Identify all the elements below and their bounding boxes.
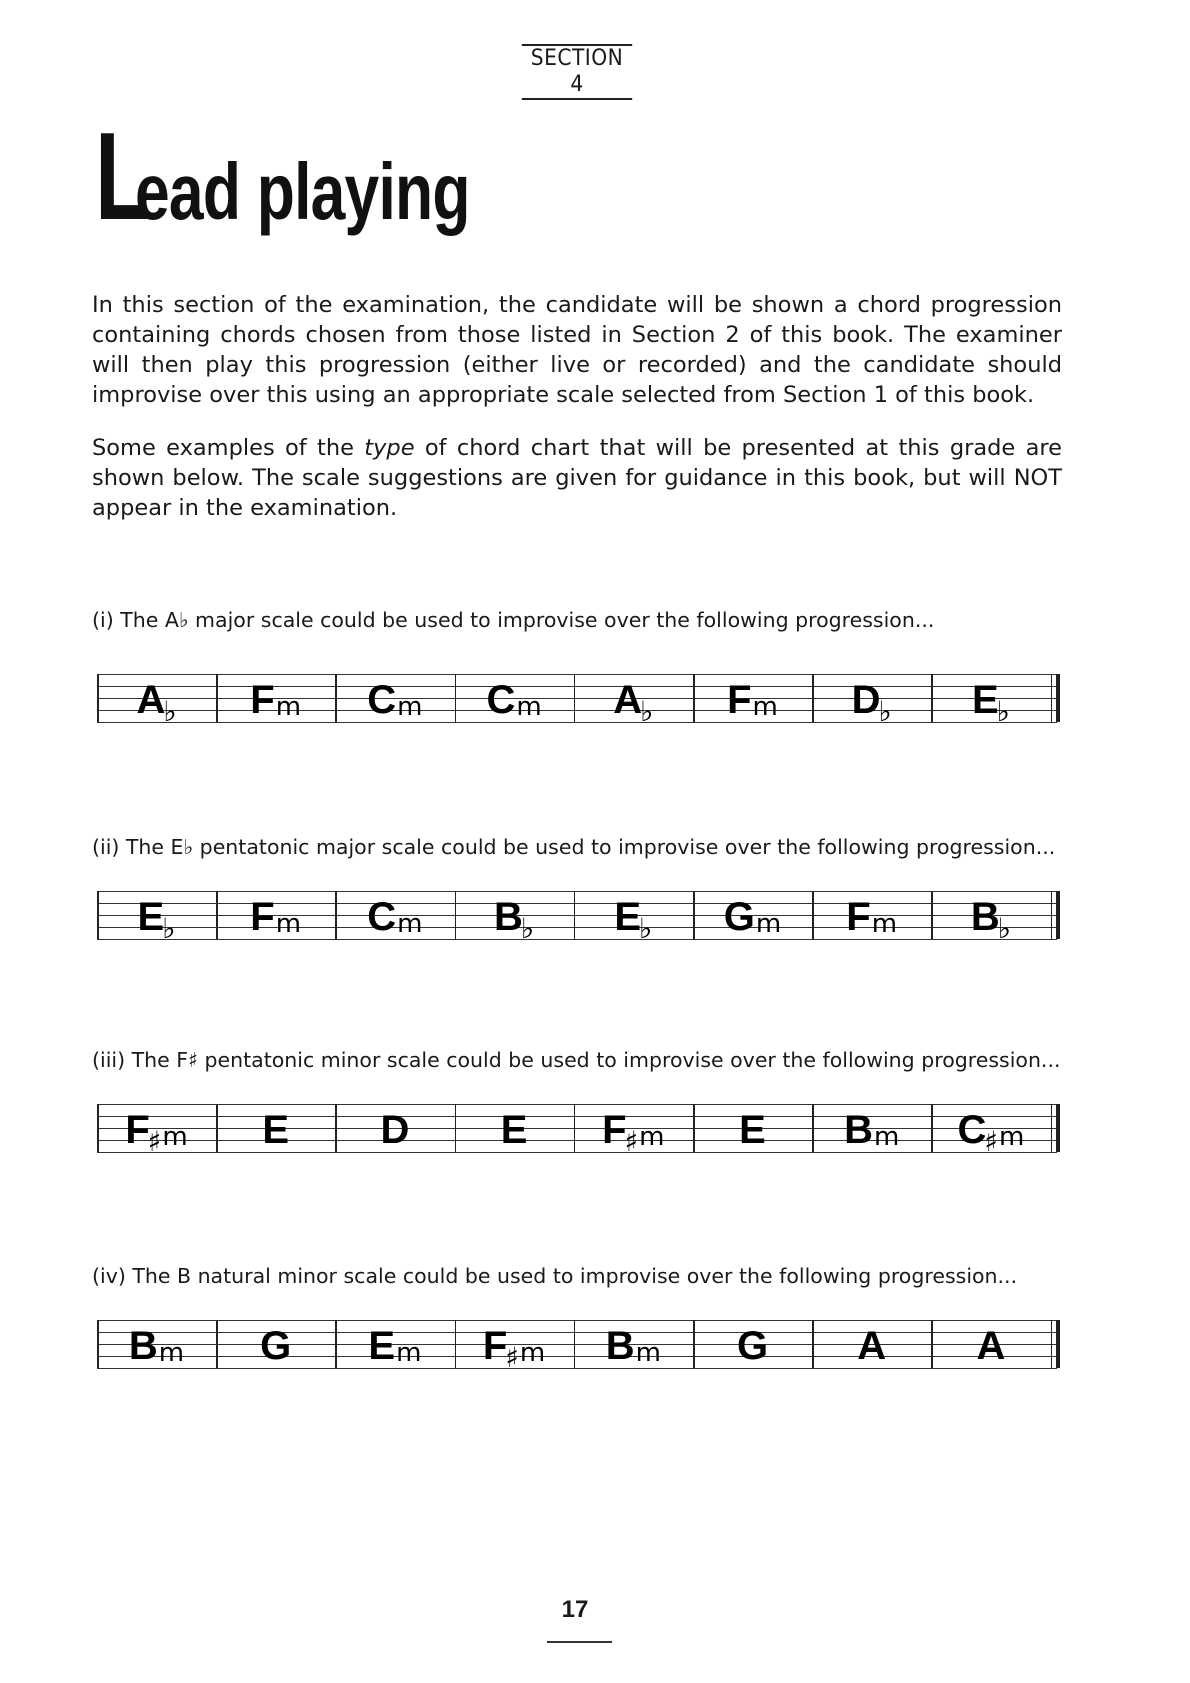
- chord-root: F: [125, 1108, 150, 1152]
- chord-root: G: [723, 895, 755, 939]
- page-number-rule: [547, 1641, 612, 1643]
- staff-line: [97, 939, 1057, 940]
- chord-root: C: [957, 1108, 987, 1152]
- chord-root: B: [494, 895, 523, 939]
- barline: [1051, 891, 1053, 939]
- chord-quality: m: [871, 909, 898, 939]
- chord-quality: m: [635, 1338, 661, 1368]
- chord-root: B: [605, 1324, 635, 1368]
- staff-line: [97, 1368, 1057, 1369]
- chord-root: B: [970, 895, 1000, 939]
- chord-symbol: [574, 891, 693, 945]
- chord-quality: m: [516, 692, 542, 722]
- chord-symbol: [693, 891, 812, 939]
- flat-accidental: ♭: [996, 695, 1010, 728]
- chord-root: E: [739, 1108, 766, 1152]
- chord-symbol: [931, 1320, 1050, 1368]
- progression-3-caption: (iii) The F♯ pentatonic minor scale could be used to improvise over the following progression...: [92, 1048, 1061, 1072]
- chord-root: B: [128, 1324, 158, 1368]
- progression-4-caption: (iv) The B natural minor scale could be used to improvise over the following progression...: [92, 1264, 1018, 1288]
- chord-symbol: [931, 1104, 1050, 1158]
- flat-accidental: ♭: [639, 912, 653, 945]
- final-barline: [1056, 674, 1060, 722]
- flat-accidental: ♭: [997, 912, 1011, 945]
- chord-quality: m: [397, 909, 423, 939]
- chord-quality: m: [755, 909, 782, 939]
- chord-root: E: [368, 1324, 396, 1368]
- chord-root: F: [250, 678, 275, 722]
- sharp-accidental: ♯: [505, 1341, 519, 1374]
- flat-accidental: ♭: [162, 912, 176, 945]
- chord-symbol: [812, 891, 931, 939]
- chord-root: E: [971, 678, 999, 722]
- chord-quality: m: [998, 1122, 1025, 1152]
- flat-accidental: ♭: [878, 695, 892, 728]
- final-barline: [1056, 1104, 1060, 1152]
- chord-symbol: [97, 674, 216, 728]
- chord-quality: m: [519, 1338, 546, 1368]
- chord-symbol: [335, 1320, 454, 1368]
- barline: [1051, 674, 1053, 722]
- chord-root: F: [250, 895, 275, 939]
- chord-root: E: [500, 1108, 528, 1152]
- flat-accidental: ♭: [163, 695, 177, 728]
- chord-symbol: [97, 891, 216, 945]
- chord-symbol: [931, 674, 1050, 728]
- chord-root: A: [976, 1324, 1006, 1368]
- chord-root: C: [367, 895, 397, 939]
- flat-accidental: ♭: [640, 695, 654, 728]
- chord-symbol: [693, 674, 812, 722]
- chord-symbol: [455, 891, 574, 945]
- intro-paragraph-2: [92, 433, 1062, 523]
- chord-symbol: [455, 1104, 574, 1152]
- chord-symbol: [812, 1320, 931, 1368]
- chord-root: F: [602, 1108, 627, 1152]
- chord-root: C: [367, 678, 397, 722]
- progression-4-staff: [97, 1320, 1057, 1374]
- chord-symbol: [335, 1104, 454, 1152]
- chord-symbol: [574, 1320, 693, 1368]
- chord-symbol: [216, 1104, 335, 1152]
- chord-root: E: [614, 895, 642, 939]
- chord-root: D: [851, 678, 881, 722]
- section-label: SECTION 4: [522, 44, 632, 100]
- barline: [1051, 1320, 1053, 1368]
- chord-root: A: [136, 678, 166, 722]
- progression-2-caption: (ii) The E♭ pentatonic major scale could be used to improvise over the following progression...: [92, 835, 1056, 859]
- intro-paragraph-2-end: of chord chart that will be presented at this grade are shown below. The scale suggestions are given for guidance in this book, but will NOT appear in the examination.: [92, 435, 1062, 521]
- chord-quality: m: [397, 692, 423, 722]
- chord-root: A: [857, 1324, 887, 1368]
- chord-symbol: [455, 1320, 574, 1374]
- chord-root: E: [262, 1108, 290, 1152]
- chord-quality: m: [639, 1122, 665, 1152]
- chord-quality: m: [752, 692, 778, 722]
- progression-1-staff: [97, 674, 1057, 728]
- chord-symbol: [574, 1104, 693, 1158]
- sharp-accidental: ♯: [624, 1125, 639, 1158]
- chord-root: G: [736, 1324, 769, 1368]
- chord-symbol: [812, 1104, 931, 1152]
- chord-symbol: [335, 674, 454, 722]
- chord-root: E: [137, 895, 165, 939]
- progression-2-staff: [97, 891, 1057, 945]
- chord-root: C: [486, 678, 516, 722]
- chord-quality: m: [158, 1338, 185, 1368]
- chord-quality: m: [275, 909, 302, 939]
- progression-1-caption: (i) The A♭ major scale could be used to improvise over the following progression...: [92, 608, 935, 632]
- chord-symbol: [216, 1320, 335, 1368]
- chord-root: F: [727, 678, 752, 722]
- barline: [1051, 1104, 1053, 1152]
- chord-symbol: [693, 1104, 812, 1152]
- chord-symbol: [97, 1104, 216, 1158]
- chord-symbol: [335, 891, 454, 939]
- title-rest: ead playing: [134, 147, 470, 236]
- title-initial: L: [95, 108, 150, 246]
- chord-symbol: [931, 891, 1050, 945]
- chord-symbol: [97, 1320, 216, 1368]
- chord-quality: m: [162, 1122, 188, 1152]
- chord-root: B: [844, 1108, 873, 1152]
- final-barline: [1056, 1320, 1060, 1368]
- chord-root: G: [260, 1324, 292, 1368]
- chord-symbol: [216, 891, 335, 939]
- chord-symbol: [812, 674, 931, 728]
- sharp-accidental: ♯: [984, 1125, 998, 1158]
- chord-symbol: [216, 674, 335, 722]
- page-title: [95, 108, 564, 246]
- chord-root: F: [846, 895, 871, 939]
- chord-quality: m: [873, 1122, 900, 1152]
- chord-root: D: [380, 1108, 410, 1152]
- staff-line: [97, 722, 1057, 723]
- page-number: 17: [561, 1596, 589, 1623]
- flat-accidental: ♭: [520, 912, 535, 945]
- intro-paragraph-2-start: Some examples of the: [92, 435, 365, 461]
- progression-3-staff: [97, 1104, 1057, 1158]
- chord-quality: m: [275, 692, 302, 722]
- sharp-accidental: ♯: [147, 1125, 162, 1158]
- chord-quality: m: [396, 1338, 422, 1368]
- chord-root: F: [482, 1324, 508, 1368]
- chord-symbol: [693, 1320, 812, 1368]
- staff-line: [97, 1152, 1057, 1153]
- intro-paragraph-2-emphasis: type: [364, 435, 415, 461]
- chord-symbol: [574, 674, 693, 728]
- chord-root: A: [613, 678, 643, 722]
- chord-symbol: [455, 674, 574, 722]
- intro-paragraph-1: In this section of the examination, the candidate will be shown a chord progression containing chords chosen from those listed in Section 2 of this book. The examiner will then play this progression (either live or recorded) and the candidate should improvise over this using an appropriate scale selected from Section 1 of this book.: [92, 292, 1062, 408]
- final-barline: [1056, 891, 1060, 939]
